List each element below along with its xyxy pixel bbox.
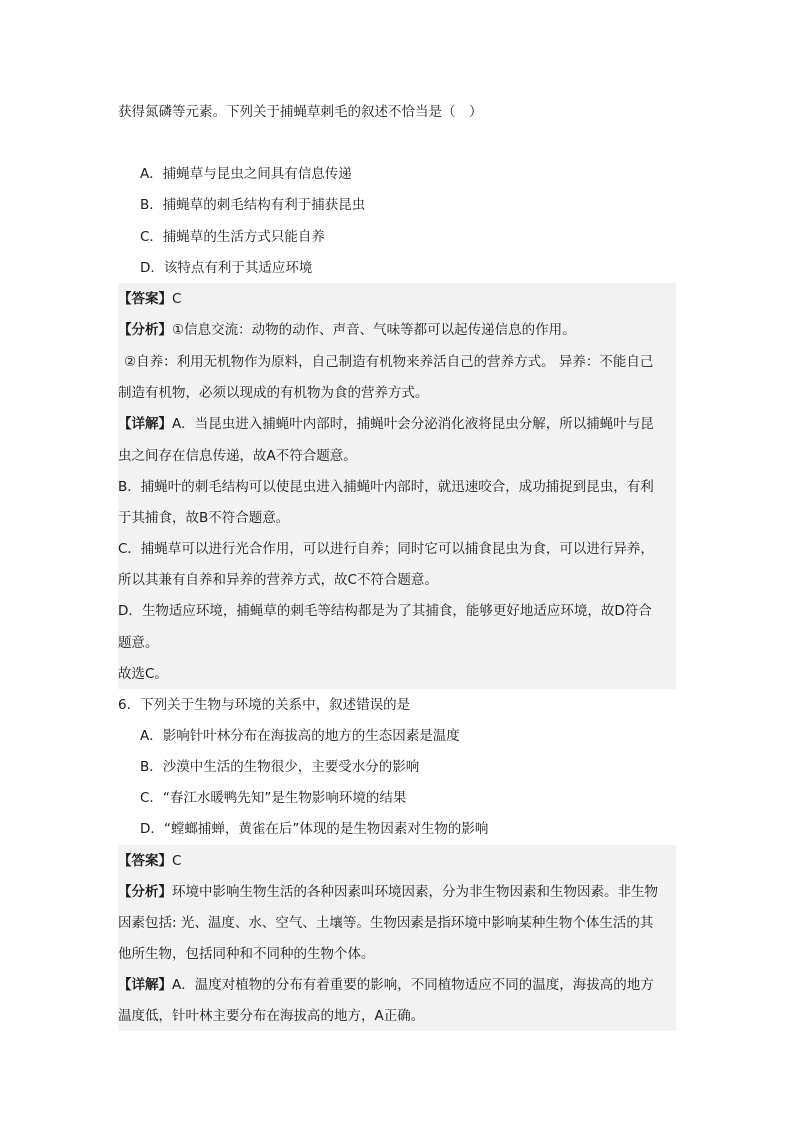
q5-detail-line-8: 题意。	[118, 635, 159, 651]
answer-value: C	[172, 291, 182, 307]
q5-detail-line-3: B．捕蝇叶的刺毛结构可以使昆虫进入捕蝇叶内部时，就迅速咬合，成功捕捉到昆虫，有利	[118, 479, 654, 495]
q6-option-a: A．影响针叶林分布在海拔高的地方的生态因素是温度	[140, 728, 460, 744]
q5-conclusion: 故选C。	[118, 666, 168, 682]
detail-text: A．当昆虫进入捕蝇叶内部时，捕蝇叶会分泌消化液将昆虫分解，所以捕蝇叶与昆	[172, 416, 654, 432]
detail-text: A．温度对植物的分布有着重要的影响，不同植物适应不同的温度，海拔高的地方	[172, 977, 654, 993]
analysis-tag: 【分析】	[118, 322, 172, 338]
q5-option-b: B．捕蝇草的刺毛结构有利于捕获昆虫	[140, 197, 366, 213]
analysis-text: 环境中影响生物生活的各种因素叫环境因素，分为非生物因素和生物因素。非生物	[172, 884, 658, 900]
analysis-tag: 【分析】	[118, 884, 172, 900]
q6-detail-line-2: 温度低，针叶林主要分布在海拔高的地方，A正确。	[118, 1008, 425, 1024]
q5-stem: 获得氮磷等元素。下列关于捕蝇草刺毛的叙述不恰当是（ ）	[118, 104, 483, 120]
q6-stem: 6．下列关于生物与环境的关系中，叙述错误的是	[118, 697, 411, 713]
q6-option-b: B．沙漠中生活的生物很少，主要受水分的影响	[140, 759, 420, 775]
q5-analysis-line-1	[118, 320, 576, 340]
answer-value: C	[172, 853, 182, 869]
answer-tag: 【答案】	[118, 853, 172, 869]
q5-analysis-line-2: ②自养：利用无机物作为原料，自己制造有机物来养活自己的营养方式。 异养：不能自己	[124, 354, 654, 370]
q6-solution-background	[118, 845, 676, 1031]
q5-detail-line-2: 虫之间存在信息传递，故A不符合题意。	[118, 448, 357, 464]
q5-analysis-line-3: 制造有机物，必须以现成的有机物为食的营养方式。	[118, 385, 429, 401]
q6-detail-line-1	[118, 975, 654, 995]
q5-answer	[118, 289, 181, 309]
q6-analysis-line-3: 他所生物，包括同种和不同种的生物个体。	[118, 946, 375, 962]
answer-tag: 【答案】	[118, 291, 172, 307]
detail-tag: 【详解】	[118, 416, 172, 432]
q5-detail-line-4: 于其捕食，故B不符合题意。	[118, 510, 290, 526]
q6-analysis-line-1	[118, 882, 658, 902]
q6-option-c: C．“春江水暖鸭先知”是生物影响环境的结果	[140, 790, 407, 806]
q5-option-d: D．该特点有利于其适应环境	[140, 260, 313, 276]
q6-analysis-line-2: 因素包括: 光、温度、水、空气、土壤等。生物因素是指环境中影响某种生物个体生活的其	[118, 915, 654, 931]
analysis-text: ①信息交流：动物的动作、声音、气味等都可以起传递信息的作用。	[172, 322, 576, 338]
detail-tag: 【详解】	[118, 977, 172, 993]
q6-answer	[118, 851, 181, 871]
q6-option-d: D．“螳螂捕蝉，黄雀在后”体现的是生物因素对生物的影响	[140, 821, 489, 837]
q5-detail-line-7: D．生物适应环境，捕蝇草的刺毛等结构都是为了其捕食，能够更好地适应环境，故D符合	[118, 603, 652, 619]
q5-option-c: C．捕蝇草的生活方式只能自养	[140, 229, 325, 245]
q5-detail-line-5: C．捕蝇草可以进行光合作用，可以进行自养；同时它可以捕食昆虫为食，可以进行异养，	[118, 541, 654, 557]
q5-detail-line-1	[118, 414, 654, 434]
q5-detail-line-6: 所以其兼有自养和异养的营养方式，故C不符合题意。	[118, 572, 438, 588]
q5-option-a: A．捕蝇草与昆虫之间具有信息传递	[140, 166, 352, 182]
